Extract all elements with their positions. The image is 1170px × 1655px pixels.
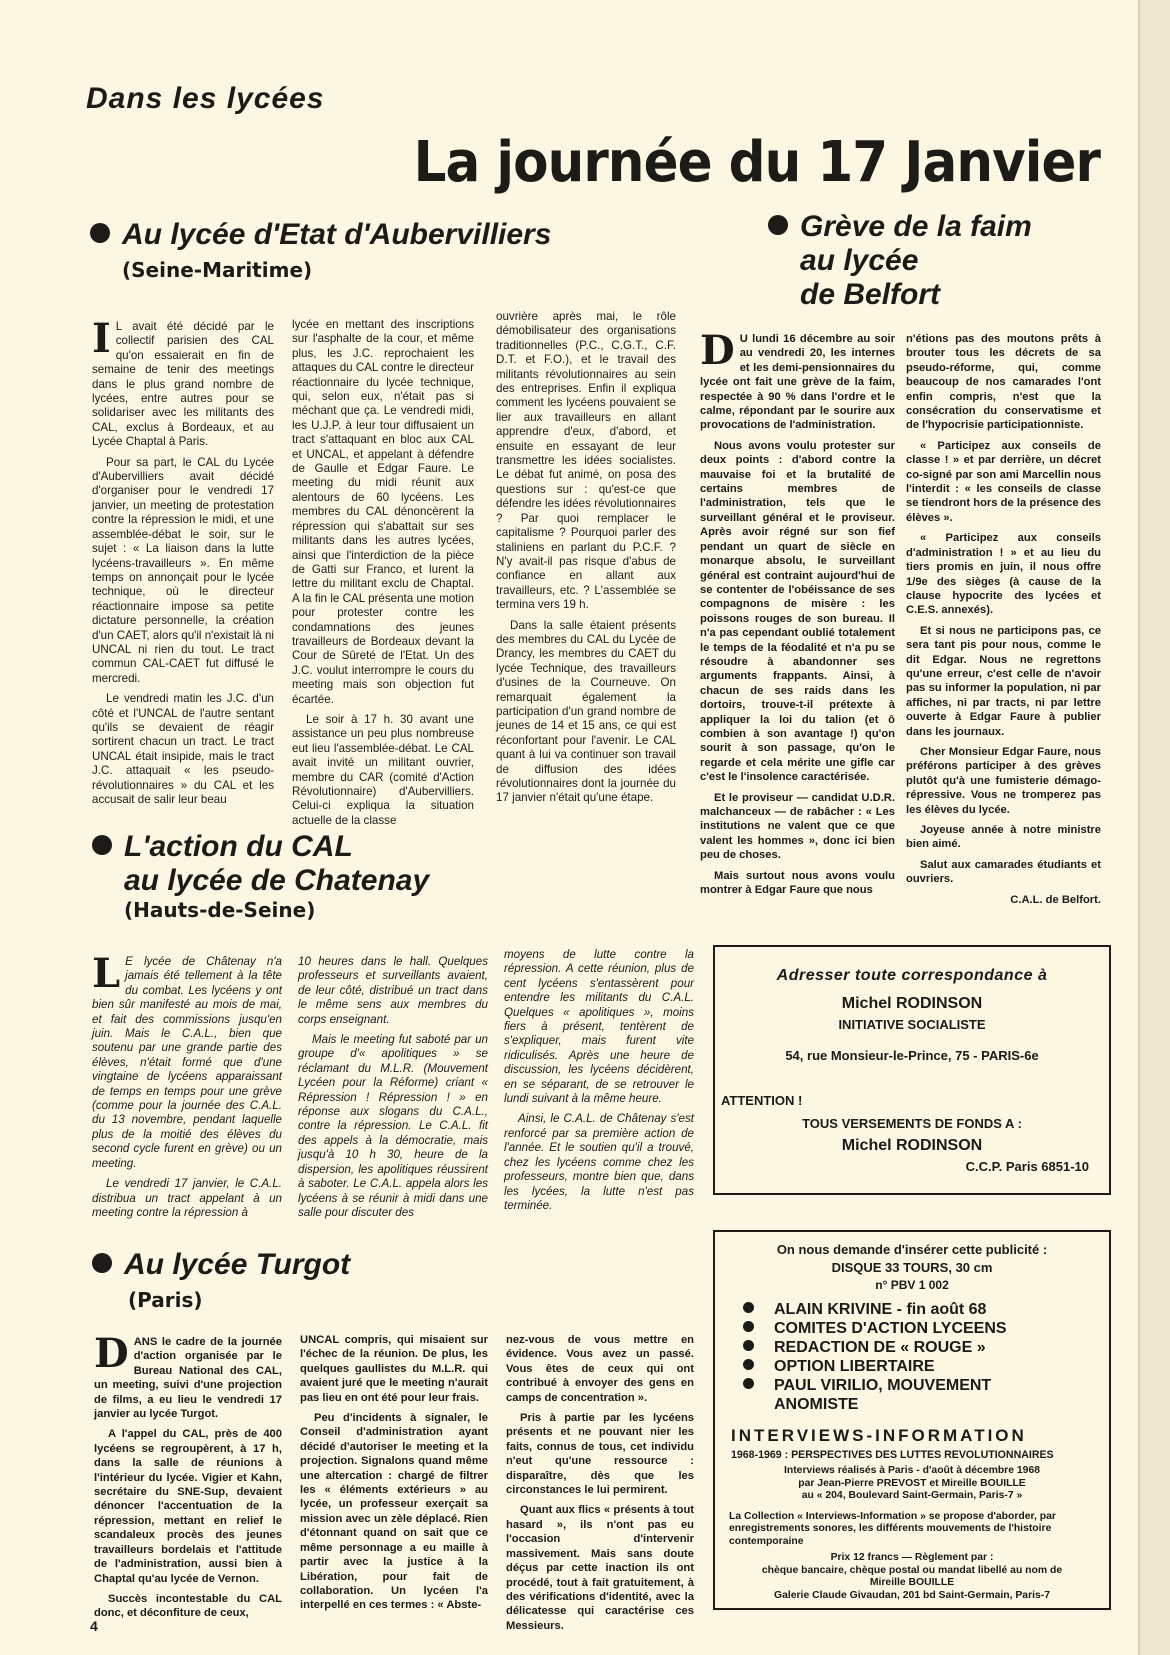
- bullet-icon: [743, 1378, 754, 1389]
- advertisement-box: [713, 1230, 1111, 1610]
- bullet-icon: [90, 223, 110, 243]
- paragraph: Le vendredi 17 janvier, le C.A.L. distribua un tract appelant à un meeting contre la répression à: [92, 1177, 282, 1219]
- ad-item: PAUL VIRILIO, MOUVEMENT: [743, 1376, 1109, 1395]
- heading-aubervilliers-text: Au lycée d'Etat d'Aubervilliers: [122, 218, 552, 251]
- subheading-turgot: (Paris): [128, 1288, 203, 1312]
- ad-description: La Collection « Interviews-Information » se propose d'aborder, par enregistrements sonores, les différents mouvements de l'histoire contemporaine: [729, 1510, 1056, 1547]
- bullet-icon: [743, 1359, 754, 1370]
- paragraph: lycée en mettant des inscriptions sur l'asphalte de la cour, et même plus, les J.C. reprochaient les attaques du CAL contre le directeur réactionnaire du lycée technique, qui, selon eux, n'était pas si méchant que ça. Le vendredi midi, les U.J.P. à leur tour diffusaient un tract s'attaquant en bloc aux CAL et UNCAL, et appelant à défendre de Gaulle et Edgar Faure. Le meeting du midi réunit aux alentours de 60 lycéens. Les membres du CAL dénoncèrent la répression qui s'abattait sur ses militants dans les autres lycées, ainsi que l'interdiction de la pièce de Gatti sur Franco, et lurent la lettre du militant exclu de Chaptal. A la fin le CAL présenta une motion pour protester contre les condamnations des jeunes travailleurs de Bordeaux devant la Cour de Sûreté de l'Etat. Un des J.C. voulut interrompre le cours du meeting mais son objection fut écartée.: [292, 318, 474, 706]
- bullet-icon: [92, 835, 112, 855]
- aubervilliers-col-3: [496, 310, 676, 812]
- aubervilliers-col-1: [92, 315, 274, 813]
- belfort-col-2: [906, 332, 1101, 913]
- dropcap: I: [92, 315, 111, 362]
- chatenay-col-2: [298, 955, 488, 1226]
- paragraph: Et le proviseur — candidat U.D.R. malchanceux — de rabâcher : « Les institutions ne valent que ce que valent les hommes », donc ici bien peu de choses.: [700, 791, 895, 862]
- ad-item: REDACTION DE « ROUGE »: [743, 1338, 1109, 1357]
- page-edge: [1140, 0, 1170, 1655]
- ad-brand: INTERVIEWS-INFORMATION: [731, 1426, 1027, 1445]
- payee-name: Michel RODINSON: [841, 1137, 983, 1154]
- dropcap: D: [94, 1330, 129, 1377]
- paragraph: DANS le cadre de la journée d'action organisée par le Bureau National des CAL, un meeting, suivi d'une projection de films, a eu lieu le vendredi 17 janvier au lycée Turgot.: [94, 1330, 282, 1421]
- paragraph: nez-vous de vous mettre en évidence. Vous avez un passé. Vous êtes de ceux qui ont contribué à envoyer des gens en camps de concentration ».: [506, 1334, 694, 1404]
- turgot-col-1: [94, 1330, 282, 1627]
- paragraph: Nous avons voulu protester sur deux points : d'abord contre la mauvaise foi et la brutalité de certains membres de l'administration, tels que le surveillant général et le proviseur. Après avoir régné sur son fief pendant un quart de siècle en monarque absolu, le surveillant général est contraint aujourd'hui de se contenter de l'obéissance de ses compagnons de misère : les poissons rouges de son bureau. Il n'a pas cependant oublié totalement le temps de la féodalité et n'a pu se résoudre à abandonner ses arguments frappants. Ainsi, à chacun de ses raids dans les dortoirs, trouve-t-il prétexte à appliquer la loi du talion (et ô combien à son avantage !) qu'on sourit à son passage, qu'on le regarde et cela mérite une gifle car c'est le l'insolence caractérisée.: [700, 439, 895, 784]
- bullet-icon: [92, 1253, 112, 1273]
- paragraph: L E lycée de Châtenay n'a jamais été tellement à la tête du combat. Les lycéens y ont bien sûr manifesté au mois de mai, et fait des commissions jusqu'en juin. Mais le C.A.L., bien que soutenu par une grande partie des élèves, n'était formé que d'une vingtaine de lycéens apparaissant de temps en temps pour une grève (comme pour la journée des C.A.L. du 13 novembre, pendant laquelle plus de la moitié des élèves du second cycle furent en grève) ou un meeting.: [92, 950, 282, 1170]
- ad-disc: DISQUE 33 TOURS, 30 cm: [831, 1260, 993, 1275]
- paragraph: Ainsi, le C.A.L. de Châtenay s'est renforcé par sa première action de l'année. Et le soutien qu'il a trouvé, chez les lycéens comme chez les professeurs, montre bien que, dans les lycées, la lutte n'est pas terminée.: [504, 1112, 694, 1212]
- turgot-col-3: [506, 1333, 694, 1639]
- bullet-icon: [743, 1340, 754, 1351]
- payments-label: TOUS VERSEMENTS DE FONDS A :: [802, 1116, 1022, 1131]
- ad-intro: On nous demande d'insérer cette publicité :: [776, 1242, 1048, 1257]
- section-tag: Dans les lycées: [86, 82, 325, 115]
- heading-turgot: [92, 1248, 350, 1282]
- aubervilliers-col-2: [292, 318, 474, 834]
- paragraph: Quant aux flics « présents à tout hasard », ils n'ont pas eu l'occasion d'intervenir massivement. Mais sans doute déçus par cette inaction ils ont procédé, tout à fait gratuitement, à des vérifications d'identité, avec la délicatesse qui caractérise ces Messieurs.: [506, 1504, 694, 1632]
- ad-item: OPTION LIBERTAIRE: [743, 1357, 1109, 1376]
- subheading-chatenay: (Hauts-de-Seine): [124, 898, 316, 922]
- paragraph: D U lundi 16 décembre au soir au vendredi 20, les internes et les demi-pensionnaires du lycée ont fait une grève de la faim, respectée à 90 % dans l'ordre et le calme, répondant par le sourire aux provocations de l'administration.: [700, 327, 895, 432]
- paragraph: « Participez aux conseils d'administration ! » et au lieu du tiers promis en juin, il nous offre 1/9e des sièges (à cause de la clause hypocrite des lycées et C.E.S. annexés).: [906, 532, 1101, 617]
- paragraph: ouvrière après mai, le rôle démobilisateur des organisations traditionnelles (P.C., C.G.T., C.F. D.T. et F.O.), et le travail des militants révolutionnaires au sein des entreprises. Enfin il expliqua comment les lycéens pouvaient se lier aux travailleurs en allant apprendre d'eux, d'abord, et ensuite en essayant de leur transmettre les idées socialistes. Le débat fut animé, on posa des questions sur : qu'est-ce que défendre les idées révolutionnaires ? Par quoi remplacer le capitalisme ? Pourquoi parler des staliniens en parlant du P.C.F. ? N'y avait-il pas risque d'abus de confiance en allant aux travailleurs, etc. ? L'assemblée se termina vers 19 h.: [496, 310, 676, 612]
- bullet-icon: [743, 1302, 754, 1313]
- paragraph: Peu d'incidents à signaler, le Conseil d'administration ayant décidé d'autoriser le meeting et la projection. Signalons quand même une altercation : chargé de filtrer les « éléments extérieurs » au lycée, un professeur exerçait sa mission avec un zèle déplacé. Rien d'étonnant quand on sait que ce même personnage a eu maille à partir avec la justice à la Libération, pour fait de collaboration. Un lycéen l'a interpellé en ces termes : « Abste-: [300, 1412, 488, 1612]
- ad-item: ALAIN KRIVINE - fin août 68: [743, 1300, 1109, 1319]
- attention-label: ATTENTION !: [721, 1093, 803, 1108]
- signature: C.A.L. de Belfort.: [1010, 893, 1101, 906]
- heading-chatenay: L'action du CAL au lycée de Chatenay: [92, 830, 429, 898]
- bullet-icon: [768, 215, 788, 235]
- paragraph: Et si nous ne participons pas, ce sera tant pis pour nous, comme le dit Edgar. Nous ne regrettons qu'une erreur, c'est celle de n'avoir pas su informer la population, ni par affiches, ni par tracts, ni par lettre ouverte à Edgar Faure à publier dans les journaux.: [906, 624, 1101, 738]
- paragraph: Le vendredi matin les J.C. d'un côté et l'UNCAL de l'autre sentant qu'ils se devaient de réagir sortirent chacun un tract. Le tract UNCAL était insipide, mais le tract J.C. attaquait « les pseudo-révolutionnaires » du CAL et les accusait de salir leur beau: [92, 692, 274, 806]
- chatenay-col-1: [92, 950, 282, 1226]
- bullet-icon: [743, 1321, 754, 1332]
- paragraph: A l'appel du CAL, près de 400 lycéens se regroupèrent, à 17 h, dans la salle de réunions à l'intérieur du lycée. Vigier et Kahn, secrétaire du SNE-Sup, devaient dénoncer l'accentuation de la répression, mettant en relief le scandaleux procès des jeunes travailleurs bordelais et l'attitude de l'administration, aussi bien à Chaptal qu'au lycée de Vernon.: [94, 1428, 282, 1585]
- ad-item: COMITES D'ACTION LYCEENS: [743, 1319, 1109, 1338]
- ad-ref: n° PBV 1 002: [875, 1278, 949, 1292]
- ccp-number: C.C.P. Paris 6851-10: [965, 1159, 1089, 1174]
- paragraph: Pour sa part, le CAL du Lycée d'Aubervilliers avait décidé d'organiser pour le vendredi 17 janvier, un meeting de protestation contre la répression le midi, et une assemblée-débat le soir, sur le sujet : « La liaison dans la lutte lycéens-travailleurs ». En même temps on annonçait pour le lycée technique, où le directeur réactionnaire impose sa petite dictature personnelle, la création d'un CAET, alors qu'il n'existait là ni UNCAL ni rien du tout. Le tract commun CAL-CAET fut diffusé le mercredi.: [92, 455, 274, 685]
- ad-series: 1968-1969 : PERSPECTIVES DES LUTTES REVOLUTIONNAIRES: [731, 1449, 1054, 1461]
- turgot-col-2: [300, 1333, 488, 1619]
- paragraph: I L avait été décidé par le collectif parisien des CAL qu'on essaierait en fin de semaine de tenir des meetings dans le plus grand nombre de lycées, entre autres pour se solidariser avec les militants des CAL, exclus à Bordeaux, et au Lycée Chaptal à Paris.: [92, 315, 274, 449]
- heading-belfort: Grève de la faim au lycée de Belfort: [768, 210, 1032, 312]
- correspondence-name: Michel RODINSON: [841, 995, 983, 1012]
- heading-aubervilliers: [90, 218, 551, 252]
- belfort-col-1: [700, 327, 895, 903]
- correspondence-box: [713, 945, 1111, 1195]
- ad-item-continuation: ANOMISTE: [774, 1396, 859, 1413]
- paragraph: moyens de lutte contre la répression. A cette réunion, plus de cent lycéens s'entassèrent pour entendre les militants du C.A.L. Quelques « apolitiques », moins fiers à présent, tentèrent de s'expliquer, mais furent vite ridiculisés. Après une heure de discussion, les lycéens décidèrent, en se séparant, de se retrouver le lundi suivant à la même heure.: [504, 948, 694, 1106]
- dropcap: L: [92, 950, 121, 997]
- ad-payment-info: Prix 12 francs — Règlement par : chèque bancaire, chèque postal ou mandat libellé au nom de Mireille BOUILLE Galerie Claude Givaudan, 201 bd Saint-Germain, Paris-7: [761, 1552, 1063, 1601]
- ad-credits: Interviews réalisés à Paris - d'août à décembre 1968 par Jean-Pierre PREVOST et Mireille BOUILLE au « 204, Boulevard Saint-Germain, Paris-7 »: [783, 1465, 1041, 1501]
- page-number: 4: [90, 1618, 98, 1634]
- correspondence-header: Adresser toute correspondance à: [776, 967, 1048, 984]
- paragraph: UNCAL compris, qui misaient sur l'échec de la réunion. De plus, les quelques gaullistes du M.L.R. qui avaient juré que le meeting n'aurait pas lieu en ont été pour leur frais.: [300, 1334, 488, 1404]
- paragraph: « Participez aux conseils de classe ! » et par derrière, un décret co-signé par son ami Marcellin nous l'interdit : « les conseils de classe se tiendront hors de la présence des élèves ».: [906, 439, 1101, 524]
- paragraph: Pris à partie par les lycéens présents et ne pouvant nier les faits, connus de tous, cet individu n'eut qu'une ressource : disparaître, dès que les circonstances le lui permirent.: [506, 1412, 694, 1497]
- paragraph: Succès incontestable du CAL donc, et déconfiture de ceux,: [94, 1592, 282, 1620]
- paragraph: Mais le meeting fut saboté par un groupe d'« apolitiques » se réclamant du M.L.R. (Mouvement Lycéen pour la Réforme) criant « Répression ! Répression ! » en réponse aux slogans du C.A.L., contre la répression. Le C.A.L. fit des appels à la démocratie, mais jusqu'à 10 h 30, heure de la dispersion, les apolitiques réussirent à saboter. Le C.A.L. appela alors les lycéens à se réunir à midi dans une salle pour discuter des: [298, 1033, 488, 1219]
- paragraph: Le soir à 17 h. 30 avant une assistance un peu plus nombreuse eut lieu l'assemblée-débat. Le CAL avait invité un militant ouvrier, membre du CAR (comité d'Action Révolutionnaire) d'Aubervilliers. Celui-ci expliqua la situation actuelle de la classe: [292, 712, 474, 827]
- dropcap: D: [700, 327, 735, 374]
- heading-turgot-text: Au lycée Turgot: [124, 1248, 351, 1281]
- correspondence-address: 54, rue Monsieur-le-Prince, 75 - PARIS-6e: [785, 1048, 1039, 1063]
- correspondence-org: INITIATIVE SOCIALISTE: [838, 1017, 986, 1032]
- paragraph: Salut aux camarades étudiants et ouvriers.: [906, 858, 1101, 886]
- page-title: La journée du 17 Janvier: [413, 130, 1101, 195]
- ad-list: [743, 1300, 1109, 1414]
- paragraph: Dans la salle étaient présents des membres du CAL du Lycée de Drancy, les membres du CAET du lycée Technique, des travailleurs d'usines de la Courneuve. On remarquait également la participation d'un grand nombre de jeunes de 14 et 15 ans, ce qui est réconfortant pour l'avenir. Le CAL quant à lui va continuer son travail de diffusion des idées révolutionnaires dont la journée du 17 janvier n'était qu'une étape.: [496, 618, 676, 805]
- paragraph: n'étions pas des moutons prêts à brouter tous les décrets de sa pseudo-réforme, qui, comme beaucoup de nos camarades l'ont enfin compris, n'est que la consécration du conservatisme et de l'hypocrisie participationniste.: [906, 333, 1101, 432]
- chatenay-col-3: [504, 948, 694, 1219]
- paragraph: Joyeuse année à notre ministre bien aimé.: [906, 824, 1101, 851]
- paragraph: Mais surtout nous avons voulu montrer à Edgar Faure que nous: [700, 869, 895, 897]
- subheading-aubervilliers: (Seine-Maritime): [122, 258, 313, 282]
- paragraph: Cher Monsieur Edgar Faure, nous préférons participer à des grèves plutôt qu'à une fumisterie démago-répressive. Vous ne tromperez pas les élèves du lycée.: [906, 745, 1101, 816]
- paragraph: 10 heures dans le hall. Quelques professeurs et surveillants avaient, de leur côté, distribué un tract dans le même sens aux membres du corps enseignant.: [298, 955, 488, 1026]
